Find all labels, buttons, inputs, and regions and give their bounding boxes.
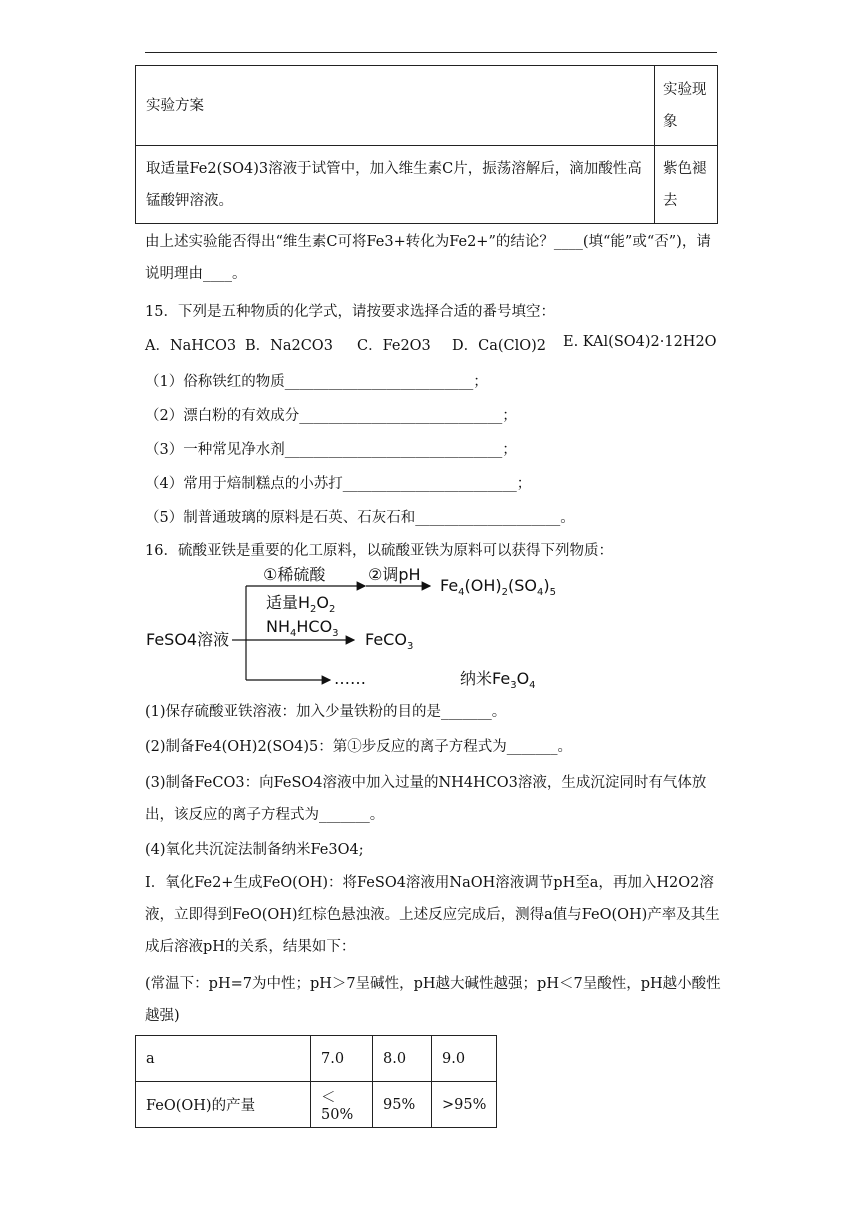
- question-16-part-3: (3)制备FeCO3：向FeSO4溶液中加入过量的NH4HCO3溶液，生成沉淀同时有气体放出，该反应的离子方程式为_______。: [145, 775, 707, 823]
- table-cell: 取适量Fe2(SO4)3溶液于试管中，加入维生素C片，振荡溶解后，滴加酸性高锰酸钾溶液。: [136, 146, 655, 224]
- option-e: E. KAl(SO4)2·12H2O: [563, 334, 717, 350]
- question-16-part-1: (1)保存硫酸亚铁溶液：加入少量铁粉的目的是_______。: [145, 704, 507, 720]
- branch2-reagent-label: $NH_4HCO_3$: [266, 617, 339, 639]
- question-16-part-2: (2)制备Fe4(OH)2(SO4)5：第①步反应的离子方程式为_______。: [145, 739, 573, 755]
- branch1-step2-label: ②调pH: [368, 566, 421, 584]
- question-15-stem: 15．下列是五种物质的化学式，请按要求选择合适的番号填空：: [145, 304, 555, 320]
- branch3-product-label: 纳米$Fe_3O_4$: [460, 669, 536, 691]
- table-cell: 7.0: [311, 1036, 373, 1082]
- question-15-item-1: （1）俗称铁红的物质__________________________；: [145, 374, 488, 390]
- table-cell: FeO(OH)的产量: [136, 1082, 311, 1128]
- table-row: [136, 66, 718, 146]
- option-c: C．Fe2O3: [357, 338, 431, 354]
- table-cell: 实验方案: [136, 66, 655, 146]
- question-15-item-4: （4）常用于焙制糕点的小苏打________________________；: [145, 476, 532, 492]
- table-cell: >95%: [432, 1082, 497, 1128]
- table-row: [136, 1082, 497, 1128]
- table-cell: 9.0: [432, 1036, 497, 1082]
- diagram-start-label: FeSO4溶液: [146, 630, 230, 649]
- table-cell: 8.0: [373, 1036, 432, 1082]
- branch1-reagent-label: 适量$H_2O_2$: [266, 593, 336, 615]
- question-15-item-3: （3）一种常见净水剂______________________________；: [145, 442, 517, 458]
- option-b: B．Na2CO3: [245, 338, 333, 354]
- table-cell: 实验现象: [655, 66, 718, 146]
- question-16-note: (常温下：pH=7为中性；pH＞7呈碱性，pH越大碱性越强；pH＜7呈酸性，pH越小酸性越强): [145, 976, 721, 1024]
- branch3-dots: ……: [334, 669, 366, 688]
- branch2-product-label: FeCO$_3$: [365, 630, 414, 652]
- yield-table: [135, 1035, 497, 1128]
- question-14-tail: 由上述实验能否得出“维生素C可将Fe3+转化为Fe2+”的结论？____(填“能”或“否”)，请说明理由____。: [145, 234, 711, 282]
- table-cell: 紫色褪去: [655, 146, 718, 224]
- question-16-stem: 16．硫酸亚铁是重要的化工原料，以硫酸亚铁为原料可以获得下列物质：: [145, 543, 613, 559]
- table-cell: ＜50%: [311, 1082, 373, 1128]
- question-15-item-2: （2）漂白粉的有效成分____________________________；: [145, 408, 517, 424]
- question-15-item-5: （5）制普通玻璃的原料是石英、石灰石和____________________。: [145, 510, 575, 526]
- table-row: [136, 1036, 497, 1082]
- reaction-flow-diagram: [140, 566, 580, 696]
- table-cell: 95%: [373, 1082, 432, 1128]
- header-rule: [145, 52, 717, 53]
- branch1-product-label: $Fe_4(OH)_2(SO_4)_5$: [440, 576, 557, 598]
- question-16-part-5: I．氧化Fe2+生成FeO(OH)：将FeSO4溶液用NaOH溶液调节pH至a，再加入H2O2溶液，立即得到FeO(OH)红棕色悬浊液。上述反应完成后，测得a值与FeO(OH)产率及其生成后溶液pH的关系，结果如下：: [145, 875, 720, 955]
- table-cell: a: [136, 1036, 311, 1082]
- experiment-table: [135, 65, 718, 224]
- option-d: D．Ca(ClO)2: [452, 338, 547, 354]
- table-row: [136, 146, 718, 224]
- option-a: A．NaHCO3: [145, 338, 237, 354]
- branch1-step1-label: ①稀硫酸: [263, 566, 326, 584]
- question-16-part-4: (4)氧化共沉淀法制备纳米Fe3O4;: [145, 842, 364, 858]
